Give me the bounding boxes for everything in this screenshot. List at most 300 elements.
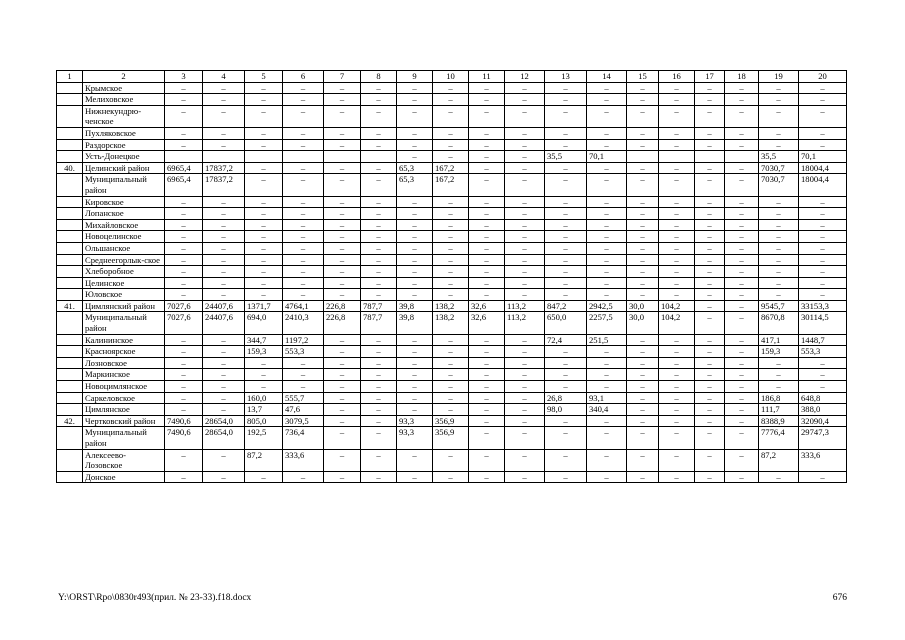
settlement-name-cell: 2 xyxy=(83,71,165,83)
value-cell: – xyxy=(659,94,695,106)
value-cell: – xyxy=(759,242,799,254)
value-cell: – xyxy=(433,127,469,139)
value-cell: – xyxy=(324,208,361,220)
value-cell: – xyxy=(695,404,725,416)
value-cell: – xyxy=(397,219,433,231)
value-cell: – xyxy=(505,289,545,301)
value-cell: – xyxy=(324,289,361,301)
settlement-name-cell: Алексеево-Лозовское xyxy=(83,449,165,471)
value-cell: – xyxy=(659,266,695,278)
row-number-cell xyxy=(57,471,83,483)
value-cell: – xyxy=(505,94,545,106)
value-cell: – xyxy=(695,254,725,266)
value-cell: – xyxy=(324,219,361,231)
table-row xyxy=(57,346,847,358)
row-number-cell xyxy=(57,208,83,220)
table-row xyxy=(57,357,847,369)
value-cell: 13,7 xyxy=(245,404,283,416)
value-cell: 17837,2 xyxy=(203,162,245,174)
value-cell: 3 xyxy=(165,71,203,83)
row-number-cell xyxy=(57,427,83,449)
value-cell: – xyxy=(283,266,324,278)
value-cell: 694,0 xyxy=(245,312,283,334)
value-cell: – xyxy=(799,254,847,266)
value-cell: – xyxy=(627,82,659,94)
value-cell: – xyxy=(469,381,505,393)
value-cell: – xyxy=(245,289,283,301)
value-cell: – xyxy=(361,392,397,404)
value-cell: 28654,0 xyxy=(203,415,245,427)
value-cell: – xyxy=(505,415,545,427)
value-cell: – xyxy=(283,105,324,127)
value-cell: 356,9 xyxy=(433,415,469,427)
value-cell: – xyxy=(397,208,433,220)
value-cell: – xyxy=(627,162,659,174)
value-cell: 20 xyxy=(799,71,847,83)
settlement-name-cell: Донское xyxy=(83,471,165,483)
value-cell: 18004,4 xyxy=(799,174,847,196)
value-cell: – xyxy=(361,449,397,471)
value-cell: – xyxy=(324,254,361,266)
value-cell: 8670,8 xyxy=(759,312,799,334)
value-cell: – xyxy=(433,369,469,381)
value-cell: – xyxy=(659,277,695,289)
value-cell: – xyxy=(361,242,397,254)
value-cell: – xyxy=(469,449,505,471)
value-cell: 192,5 xyxy=(245,427,283,449)
value-cell: – xyxy=(433,105,469,127)
settlement-name-cell: Хлеборобное xyxy=(83,266,165,278)
value-cell: – xyxy=(695,471,725,483)
table-row xyxy=(57,151,847,163)
value-cell: – xyxy=(759,266,799,278)
value-cell: – xyxy=(627,94,659,106)
value-cell: – xyxy=(505,381,545,393)
table-row xyxy=(57,415,847,427)
value-cell: – xyxy=(627,289,659,301)
value-cell: – xyxy=(283,82,324,94)
value-cell: – xyxy=(587,219,627,231)
value-cell: – xyxy=(587,449,627,471)
value-cell: – xyxy=(659,392,695,404)
value-cell: – xyxy=(545,427,587,449)
settlement-name-cell: Новоцимлянское xyxy=(83,381,165,393)
value-cell: – xyxy=(505,357,545,369)
value-cell: – xyxy=(165,208,203,220)
value-cell: – xyxy=(545,105,587,127)
value-cell: – xyxy=(725,334,759,346)
value-cell: – xyxy=(165,369,203,381)
settlement-name-cell: Чертковский район xyxy=(83,415,165,427)
value-cell: – xyxy=(759,289,799,301)
value-cell: – xyxy=(505,427,545,449)
value-cell: – xyxy=(799,289,847,301)
value-cell: – xyxy=(361,357,397,369)
value-cell: – xyxy=(283,357,324,369)
value-cell: – xyxy=(587,277,627,289)
value-cell: – xyxy=(433,231,469,243)
row-number-cell xyxy=(57,277,83,289)
value-cell: – xyxy=(165,266,203,278)
value-cell: 7030,7 xyxy=(759,174,799,196)
value-cell: – xyxy=(695,174,725,196)
value-cell xyxy=(283,151,324,163)
value-cell: – xyxy=(324,334,361,346)
value-cell: – xyxy=(799,369,847,381)
value-cell: – xyxy=(397,254,433,266)
settlement-name-cell: Пухляковское xyxy=(83,127,165,139)
value-cell: 13 xyxy=(545,71,587,83)
value-cell: – xyxy=(759,369,799,381)
value-cell: – xyxy=(165,139,203,151)
value-cell: – xyxy=(799,127,847,139)
value-cell: – xyxy=(397,82,433,94)
value-cell: – xyxy=(505,449,545,471)
value-cell: – xyxy=(245,242,283,254)
value-cell: 18 xyxy=(725,71,759,83)
value-cell: – xyxy=(759,127,799,139)
value-cell: 7027,6 xyxy=(165,300,203,312)
table-row xyxy=(57,94,847,106)
value-cell: – xyxy=(469,289,505,301)
value-cell: – xyxy=(283,369,324,381)
value-cell: – xyxy=(283,94,324,106)
value-cell: – xyxy=(505,404,545,416)
value-cell: 7776,4 xyxy=(759,427,799,449)
row-number-cell xyxy=(57,196,83,208)
value-cell: – xyxy=(324,162,361,174)
value-cell: – xyxy=(587,471,627,483)
value-cell: – xyxy=(587,162,627,174)
value-cell: – xyxy=(725,392,759,404)
value-cell: 30,0 xyxy=(627,300,659,312)
value-cell: – xyxy=(627,196,659,208)
value-cell: – xyxy=(361,82,397,94)
value-cell: – xyxy=(433,266,469,278)
value-cell: – xyxy=(799,242,847,254)
row-number-cell xyxy=(57,312,83,334)
value-cell: – xyxy=(324,82,361,94)
value-cell: – xyxy=(659,242,695,254)
value-cell: – xyxy=(505,105,545,127)
value-cell: – xyxy=(433,94,469,106)
value-cell: – xyxy=(545,208,587,220)
value-cell: 7030,7 xyxy=(759,162,799,174)
settlement-name-cell: Муниципальный район xyxy=(83,174,165,196)
value-cell: – xyxy=(203,219,245,231)
row-number-cell: 40. xyxy=(57,162,83,174)
value-cell: – xyxy=(627,471,659,483)
value-cell: 32,6 xyxy=(469,300,505,312)
settlement-name-cell: Юловское xyxy=(83,289,165,301)
value-cell xyxy=(245,151,283,163)
value-cell: 159,3 xyxy=(759,346,799,358)
value-cell: 104,2 xyxy=(659,300,695,312)
data-table xyxy=(56,70,847,483)
value-cell: – xyxy=(203,94,245,106)
row-number-cell xyxy=(57,231,83,243)
value-cell: – xyxy=(283,139,324,151)
value-cell: – xyxy=(469,266,505,278)
value-cell: – xyxy=(725,105,759,127)
settlement-name-cell: Мелиховское xyxy=(83,94,165,106)
value-cell xyxy=(627,151,659,163)
value-cell: 65,3 xyxy=(397,174,433,196)
value-cell: – xyxy=(695,300,725,312)
value-cell: – xyxy=(725,208,759,220)
value-cell: – xyxy=(324,381,361,393)
value-cell: – xyxy=(397,471,433,483)
value-cell: 32,6 xyxy=(469,312,505,334)
value-cell: – xyxy=(469,277,505,289)
value-cell: – xyxy=(725,219,759,231)
value-cell: – xyxy=(361,289,397,301)
value-cell: – xyxy=(245,139,283,151)
settlement-name-cell: Целинское xyxy=(83,277,165,289)
value-cell: – xyxy=(165,381,203,393)
value-cell: – xyxy=(324,266,361,278)
value-cell: – xyxy=(433,139,469,151)
value-cell: – xyxy=(361,334,397,346)
settlement-name-cell: Михайловское xyxy=(83,219,165,231)
row-number-cell xyxy=(57,289,83,301)
value-cell: – xyxy=(759,105,799,127)
settlement-name-cell: Кировское xyxy=(83,196,165,208)
value-cell: 113,2 xyxy=(505,312,545,334)
value-cell: – xyxy=(361,127,397,139)
table-row xyxy=(57,266,847,278)
value-cell: – xyxy=(587,346,627,358)
value-cell: – xyxy=(203,105,245,127)
value-cell xyxy=(165,151,203,163)
row-number-cell: 1 xyxy=(57,71,83,83)
value-cell: 98,0 xyxy=(545,404,587,416)
row-number-cell xyxy=(57,174,83,196)
value-cell: – xyxy=(627,208,659,220)
value-cell: – xyxy=(725,127,759,139)
value-cell: 650,0 xyxy=(545,312,587,334)
value-cell: – xyxy=(324,415,361,427)
value-cell: 787,7 xyxy=(361,300,397,312)
value-cell: – xyxy=(324,231,361,243)
value-cell: – xyxy=(283,231,324,243)
value-cell: – xyxy=(799,219,847,231)
value-cell: – xyxy=(799,196,847,208)
value-cell: – xyxy=(397,94,433,106)
value-cell: 5 xyxy=(245,71,283,83)
value-cell: – xyxy=(165,449,203,471)
value-cell: – xyxy=(659,471,695,483)
value-cell: 344,7 xyxy=(245,334,283,346)
value-cell: – xyxy=(725,415,759,427)
value-cell: – xyxy=(627,139,659,151)
value-cell: – xyxy=(361,415,397,427)
value-cell: – xyxy=(283,254,324,266)
value-cell: – xyxy=(433,471,469,483)
value-cell: – xyxy=(283,162,324,174)
value-cell: – xyxy=(725,242,759,254)
value-cell: – xyxy=(469,139,505,151)
value-cell: – xyxy=(397,392,433,404)
value-cell: – xyxy=(245,369,283,381)
table-row xyxy=(57,162,847,174)
value-cell: – xyxy=(361,94,397,106)
value-cell: 2410,3 xyxy=(283,312,324,334)
value-cell: – xyxy=(203,266,245,278)
settlement-name-cell: Целинский район xyxy=(83,162,165,174)
value-cell: 11 xyxy=(469,71,505,83)
value-cell: – xyxy=(203,127,245,139)
value-cell: 33153,3 xyxy=(799,300,847,312)
value-cell: – xyxy=(695,196,725,208)
value-cell: – xyxy=(545,254,587,266)
value-cell: – xyxy=(545,381,587,393)
value-cell: – xyxy=(283,381,324,393)
value-cell: – xyxy=(203,208,245,220)
settlement-name-cell: Лопанское xyxy=(83,208,165,220)
value-cell: – xyxy=(283,242,324,254)
value-cell: – xyxy=(725,300,759,312)
value-cell xyxy=(324,151,361,163)
settlement-name-cell: Саркеловское xyxy=(83,392,165,404)
value-cell: – xyxy=(433,449,469,471)
value-cell: – xyxy=(587,82,627,94)
value-cell: 251,5 xyxy=(587,334,627,346)
value-cell: – xyxy=(627,254,659,266)
value-cell: – xyxy=(695,334,725,346)
value-cell: – xyxy=(505,196,545,208)
value-cell: – xyxy=(545,242,587,254)
value-cell: – xyxy=(545,449,587,471)
value-cell: – xyxy=(725,381,759,393)
value-cell: 9545,7 xyxy=(759,300,799,312)
value-cell: – xyxy=(587,369,627,381)
value-cell: – xyxy=(725,82,759,94)
value-cell: – xyxy=(203,369,245,381)
value-cell: – xyxy=(165,334,203,346)
value-cell: 1448,7 xyxy=(799,334,847,346)
value-cell: – xyxy=(587,105,627,127)
value-cell: – xyxy=(627,334,659,346)
value-cell: – xyxy=(433,289,469,301)
value-cell: – xyxy=(245,219,283,231)
value-cell: – xyxy=(165,357,203,369)
row-number-cell: 42. xyxy=(57,415,83,427)
value-cell: 47,6 xyxy=(283,404,324,416)
value-cell: – xyxy=(324,242,361,254)
value-cell: – xyxy=(759,231,799,243)
value-cell: 72,4 xyxy=(545,334,587,346)
table-row xyxy=(57,105,847,127)
value-cell: – xyxy=(165,94,203,106)
table-row xyxy=(57,196,847,208)
value-cell: – xyxy=(627,369,659,381)
value-cell: – xyxy=(203,82,245,94)
settlement-name-cell: Усть-Донецкое xyxy=(83,151,165,163)
table-row xyxy=(57,369,847,381)
row-number-cell: 41. xyxy=(57,300,83,312)
value-cell: – xyxy=(361,139,397,151)
value-cell: – xyxy=(245,82,283,94)
value-cell: – xyxy=(799,277,847,289)
value-cell: – xyxy=(659,105,695,127)
value-cell: – xyxy=(469,346,505,358)
value-cell: 12 xyxy=(505,71,545,83)
value-cell: – xyxy=(361,231,397,243)
value-cell: 39,8 xyxy=(397,300,433,312)
value-cell: 17837,2 xyxy=(203,174,245,196)
value-cell: 388,0 xyxy=(799,404,847,416)
value-cell: – xyxy=(361,277,397,289)
value-cell: – xyxy=(545,127,587,139)
value-cell: – xyxy=(433,334,469,346)
value-cell: – xyxy=(324,105,361,127)
value-cell: – xyxy=(545,139,587,151)
value-cell: – xyxy=(659,174,695,196)
value-cell: – xyxy=(203,392,245,404)
value-cell: – xyxy=(799,471,847,483)
value-cell: – xyxy=(361,381,397,393)
value-cell: – xyxy=(659,254,695,266)
value-cell: – xyxy=(587,266,627,278)
row-number-cell xyxy=(57,254,83,266)
value-cell: – xyxy=(469,231,505,243)
value-cell: – xyxy=(505,127,545,139)
value-cell: 138,2 xyxy=(433,300,469,312)
value-cell: – xyxy=(165,277,203,289)
value-cell: 111,7 xyxy=(759,404,799,416)
value-cell: – xyxy=(203,357,245,369)
value-cell: – xyxy=(695,208,725,220)
value-cell: – xyxy=(505,277,545,289)
value-cell: 4 xyxy=(203,71,245,83)
value-cell: – xyxy=(469,219,505,231)
value-cell: 4764,1 xyxy=(283,300,324,312)
value-cell: 104,2 xyxy=(659,312,695,334)
value-cell: – xyxy=(469,162,505,174)
value-cell: – xyxy=(433,357,469,369)
value-cell: – xyxy=(433,208,469,220)
value-cell: – xyxy=(469,404,505,416)
value-cell: – xyxy=(397,369,433,381)
value-cell: – xyxy=(324,196,361,208)
value-cell: – xyxy=(324,449,361,471)
value-cell: 186,8 xyxy=(759,392,799,404)
value-cell: – xyxy=(505,174,545,196)
value-cell: – xyxy=(505,346,545,358)
table-row xyxy=(57,392,847,404)
value-cell: – xyxy=(759,471,799,483)
value-cell: – xyxy=(545,415,587,427)
value-cell: 553,3 xyxy=(799,346,847,358)
value-cell: – xyxy=(725,162,759,174)
value-cell: 29747,3 xyxy=(799,427,847,449)
value-cell: – xyxy=(245,266,283,278)
value-cell: – xyxy=(324,369,361,381)
value-cell: – xyxy=(165,127,203,139)
value-cell: – xyxy=(695,139,725,151)
value-cell: – xyxy=(545,196,587,208)
value-cell: – xyxy=(397,381,433,393)
value-cell: – xyxy=(324,174,361,196)
value-cell: – xyxy=(799,105,847,127)
value-cell: – xyxy=(695,369,725,381)
value-cell: – xyxy=(695,277,725,289)
value-cell: 160,0 xyxy=(245,392,283,404)
value-cell: – xyxy=(469,105,505,127)
value-cell: 1197,2 xyxy=(283,334,324,346)
value-cell: – xyxy=(165,289,203,301)
